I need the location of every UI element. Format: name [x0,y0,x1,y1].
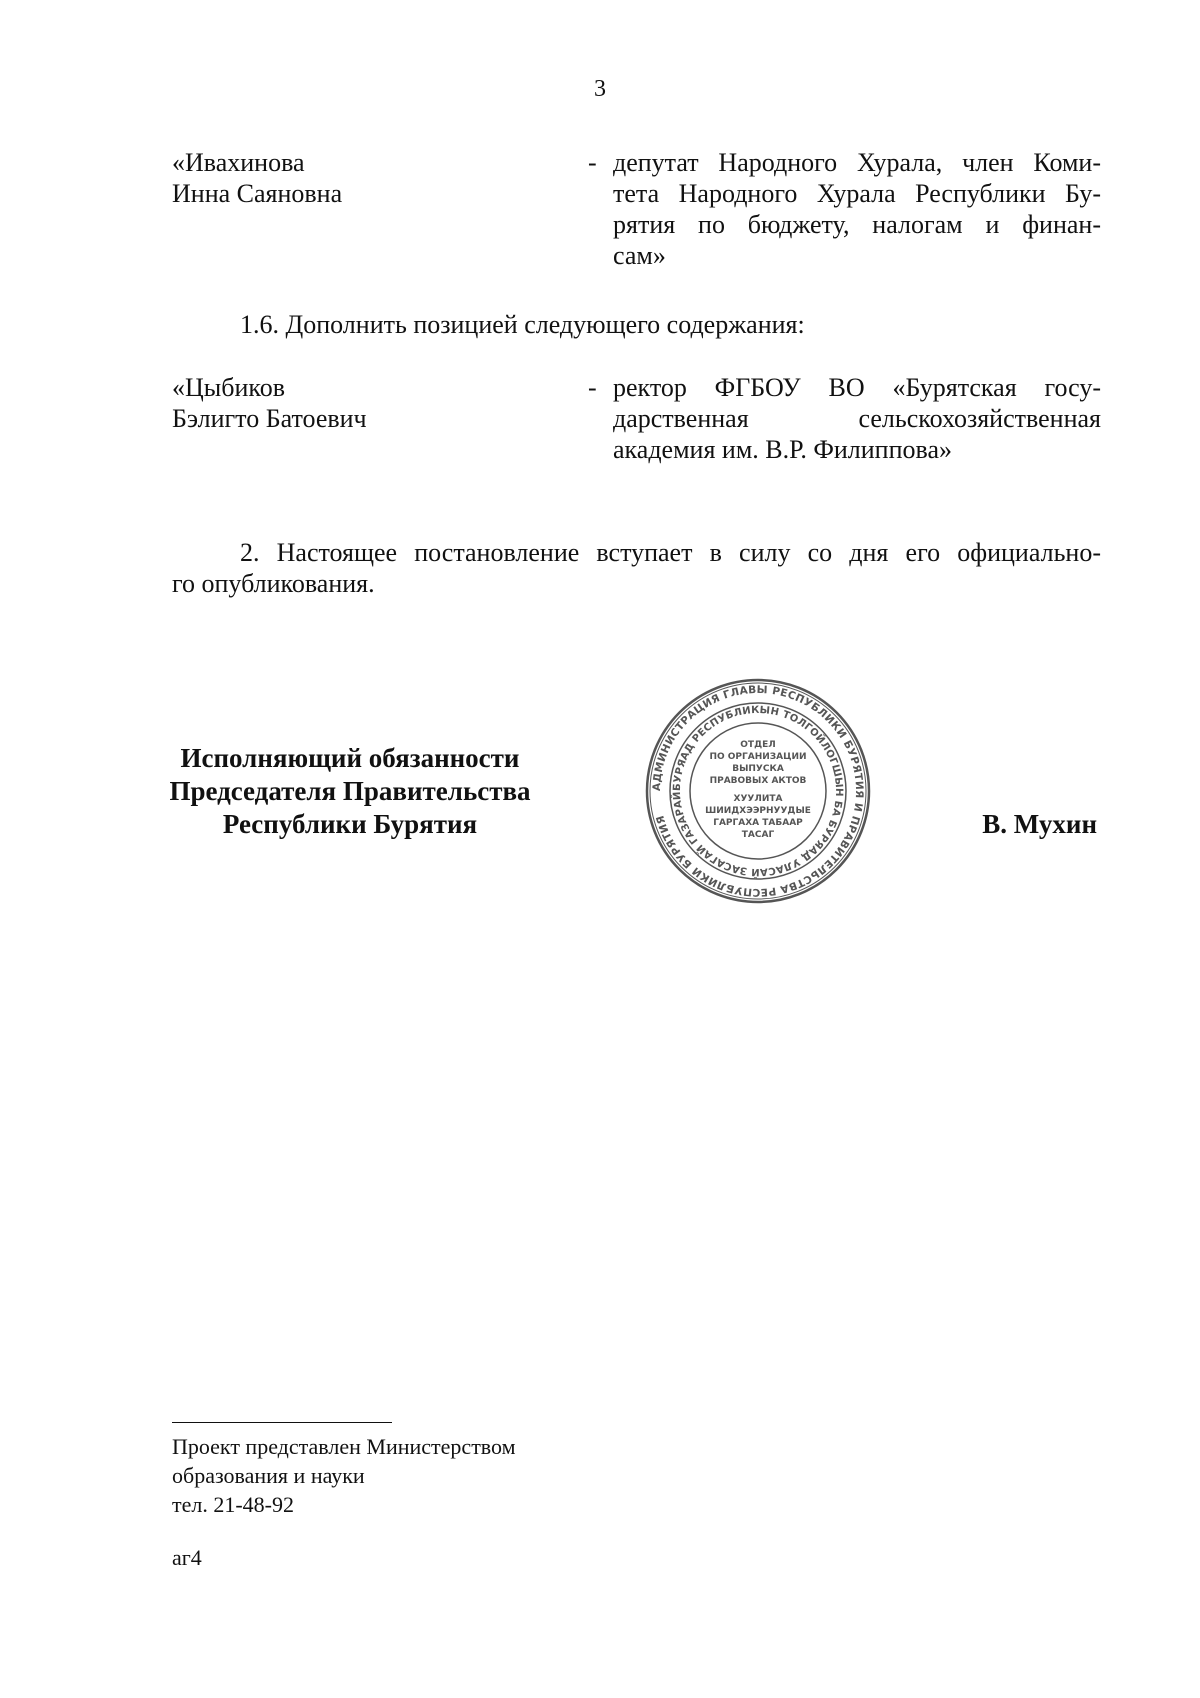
signatory-title-line: Исполняющий обязанности [180,743,520,773]
seal-center-line: ШИИДХЭЭРНУУДЫЕ [705,806,811,816]
member-given-names: Бэлигто Батоевич [172,404,367,433]
member-description-ivakhinova [613,147,1101,271]
seal-center-line: ВЫПУСКА [732,764,784,774]
entry-dash: - [588,373,597,402]
footnote-line: Проект представлен Министерством [172,1434,516,1459]
signatory-title-line: Республики Бурятия [222,809,478,839]
seal-outer-text: АДМИНИСТРАЦИЯ ГЛАВЫ РЕСПУБЛИКИ БУРЯТИЯ И ПРАВИТЕЛЬСТВА РЕСПУБЛИКИ БУРЯТИЯ [650,683,866,899]
document-code: аг4 [172,1545,202,1570]
member-name-tsybikov [172,372,367,434]
member-description-tsybikov [613,372,1101,465]
seal-center-line: ПРАВОВЫХ АКТОВ [709,776,807,786]
seal-center-line: ТАСАГ [741,830,775,840]
footnote-divider [172,1422,392,1423]
footnote [172,1432,516,1519]
signatory-name: В. Мухин [982,809,1097,839]
seal-center-line: ОТДЕЛ [740,740,776,750]
clause-2-line: го опубликования. [172,569,375,598]
description-line: депутат Народного Хурала, член Коми- [613,148,1101,177]
description-line: рятия по бюджету, налогам и финан- [613,210,1101,239]
description-line: тета Народного Хурала Республики Бу- [613,179,1101,208]
seal-center-line: ГАРГАХА ТАБААР [713,818,803,828]
seal-center-line: ХУУЛИТА [733,794,783,804]
description-line: дарственная сельскохозяйственная [613,404,1101,433]
member-name-ivakhinova [172,147,342,209]
member-given-names: Инна Саяновна [172,179,343,208]
description-line: ректор ФГБОУ ВО «Бурятская госу- [613,373,1101,402]
description-line: академия им. В.Р. Филиппова» [613,435,952,464]
footnote-phone: тел. 21-48-92 [172,1492,295,1517]
entry-dash: - [588,148,597,177]
description-line: сам» [613,241,666,270]
member-surname: «Цыбиков [172,373,285,402]
footnote-line: образования и науки [172,1463,365,1488]
member-surname: «Ивахинова [172,148,305,177]
clause-2-line: 2. Настоящее постановление вступает в силу со дня его официально- [240,538,1101,567]
clause-2 [172,537,1101,599]
signatory-title-line: Председателя Правительства [169,776,531,806]
seal-center-line: ПО ОРГАНИЗАЦИИ [709,752,807,762]
svg-text:АДМИНИСТРАЦИЯ ГЛАВЫ РЕСПУБЛИКИ [651,684,865,898]
clause-1-6: 1.6. Дополнить позицией следующего содержания: [240,310,805,339]
signatory-title [150,742,550,841]
page-number: 3 [594,76,606,102]
seal-inner-text: БУРЯАД РЕСПУБЛИКЫН ТОЛГОЙЛОГШЫН БА БУРЯАД УЛАСАЙ ЗАСАГАЙ ГАЗАРАЙ [671,704,845,878]
official-seal-stamp [643,676,873,906]
